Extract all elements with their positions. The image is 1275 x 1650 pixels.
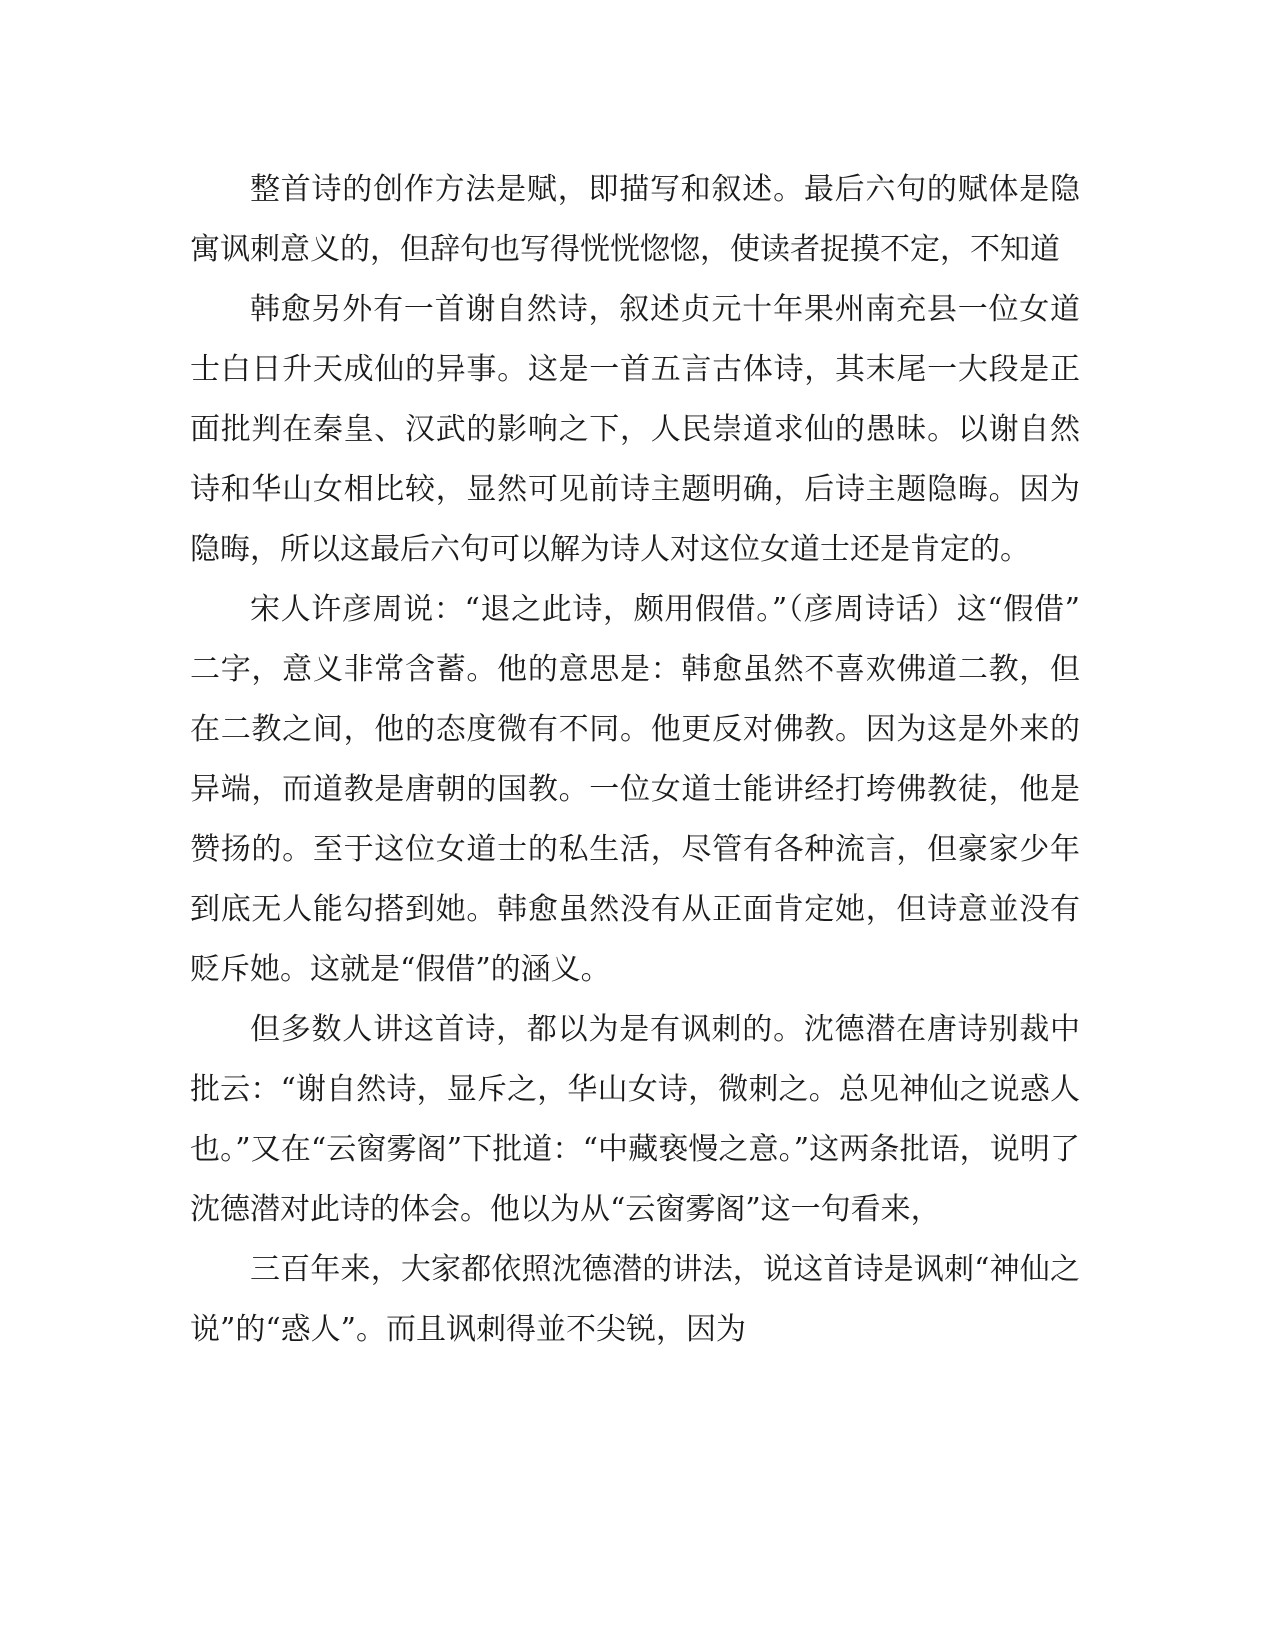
paragraph-3: 宋人许彦周说：“退之此诗，颇用假借。”（彦周诗话）这“假借”二字，意义非常含蓄。他的意思是：韩愈虽然不喜欢佛道二教，但在二教之间，他的态度微有不同。他更反对佛教。因为这是外来的异端，而道教是唐朝的国教。一位女道士能讲经打垮佛教徒，他是赞扬的。至于这位女道士的私生活，尽管有各种流言，但豪家少年到底无人能勾搭到她。韩愈虽然没有从正面肯定她，但诗意並没有贬斥她。这就是“假借”的涵义。	[190, 592, 1080, 987]
paragraph-5: 三百年来，大家都依照沈德潜的讲法，说这首诗是讽刺“神仙之说”的“惑人”。而且讽刺得並不尖锐，因为	[190, 1252, 1080, 1347]
paragraph-4: 但多数人讲这首诗，都以为是有讽刺的。沈德潜在唐诗别裁中批云：“谢自然诗，显斥之，华山女诗，微刺之。总见神仙之说惑人也。”又在“云窗雾阁”下批道：“中藏亵慢之意。”这两条批语，说明了沈德潜对此诗的体会。他以为从“云窗雾阁”这一句看来，	[190, 1012, 1080, 1227]
paragraph-1: 整首诗的创作方法是赋，即描写和叙述。最后六句的赋体是隐寓讽刺意义的，但辞句也写得恍恍惚惚，使读者捉摸不定，不知道	[190, 172, 1080, 267]
paragraph-2: 韩愈另外有一首谢自然诗，叙述贞元十年果州南充县一位女道士白日升天成仙的异事。这是一首五言古体诗，其末尾一大段是正面批判在秦皇、汉武的影响之下，人民崇道求仙的愚昧。以谢自然诗和华山女相比较，显然可见前诗主题明确，后诗主题隐晦。因为隐晦，所以这最后六句可以解为诗人对这位女道士还是肯定的。	[190, 292, 1080, 567]
body-text	[190, 160, 1080, 1360]
